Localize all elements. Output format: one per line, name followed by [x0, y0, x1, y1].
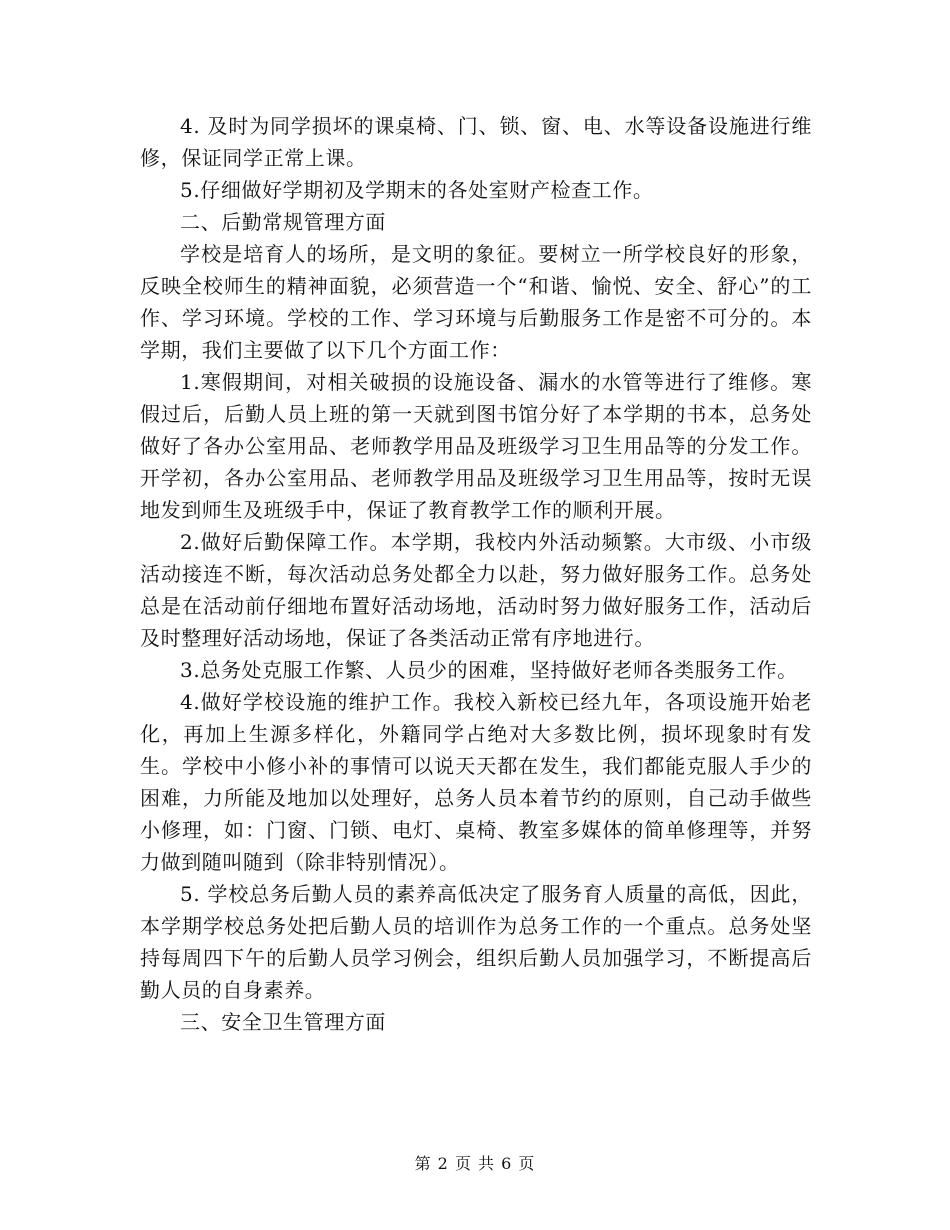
paragraph-overcome-difficulties: 3.总务处克服工作繁、人员少的困难，坚持做好老师各类服务工作。 [180, 658, 798, 682]
paragraph-logistics-support: 2.做好后勤保障工作。本学期，我校内外活动频繁。大市级、小市级活动接连不断，每次活动总务处都全力以赴，努力做好服务工作。总务处总是在活动前仔细地布置好活动场地，活动时努力做好服务工作，活动后及时整理好活动场地，保证了各类活动正常有序地进行。 [140, 530, 812, 650]
paragraph-school-environment: 学校是培育人的场所，是文明的象征。要树立一所学校良好的形象，反映全校师生的精神面貌，必须营造一个“和谐、愉悦、安全、舒心”的工作、学习环境。学校的工作、学习环境与后勤服务工作是密不可分的。本学期，我们主要做了以下几个方面工作： [140, 242, 812, 362]
document-body [140, 110, 812, 1038]
page-number-footer: 第 2 页 共 6 页 [414, 1154, 536, 1173]
paragraph-staff-training: 5. 学校总务后勤人员的素养高低决定了服务育人质量的高低，因此，本学期学校总务处把后勤人员的培训作为总务工作的一个重点。总务处坚持每周四下午的后勤人员学习例会，组织后勤人员加强学习，不断提高后勤人员的自身素养。 [140, 882, 812, 1002]
section-heading-safety: 三、安全卫生管理方面 [180, 1010, 386, 1034]
paragraph-winter-break: 1.寒假期间，对相关破损的设施设备、漏水的水管等进行了维修。寒假过后，后勤人员上班的第一天就到图书馆分好了本学期的书本，总务处做好了各办公室用品、老师教学用品及班级学习卫生用品等的分发工作。开学初，各办公室用品、老师教学用品及班级学习卫生用品等，按时无误地发到师生及班级手中，保证了教育教学工作的顺利开展。 [140, 370, 812, 522]
section-heading-logistics: 二、后勤常规管理方面 [180, 210, 386, 234]
paragraph-facility-maintenance: 4.做好学校设施的维护工作。我校入新校已经九年，各项设施开始老化，再加上生源多样化，外籍同学占绝对大多数比例，损坏现象时有发生。学校中小修小补的事情可以说天天都在发生，我们都能克服人手少的困难，力所能及地加以处理好，总务人员本着节约的原则，自己动手做些小修理，如：门窗、门锁、电灯、桌椅、教室多媒体的简单修理等，并努力做到随叫随到（除非特别情况）。 [140, 690, 812, 874]
paragraph-repair-desks: 4. 及时为同学损坏的课桌椅、门、锁、窗、电、水等设备设施进行维修，保证同学正常上课。 [140, 114, 812, 170]
paragraph-property-check: 5.仔细做好学期初及学期末的各处室财产检查工作。 [180, 178, 654, 202]
